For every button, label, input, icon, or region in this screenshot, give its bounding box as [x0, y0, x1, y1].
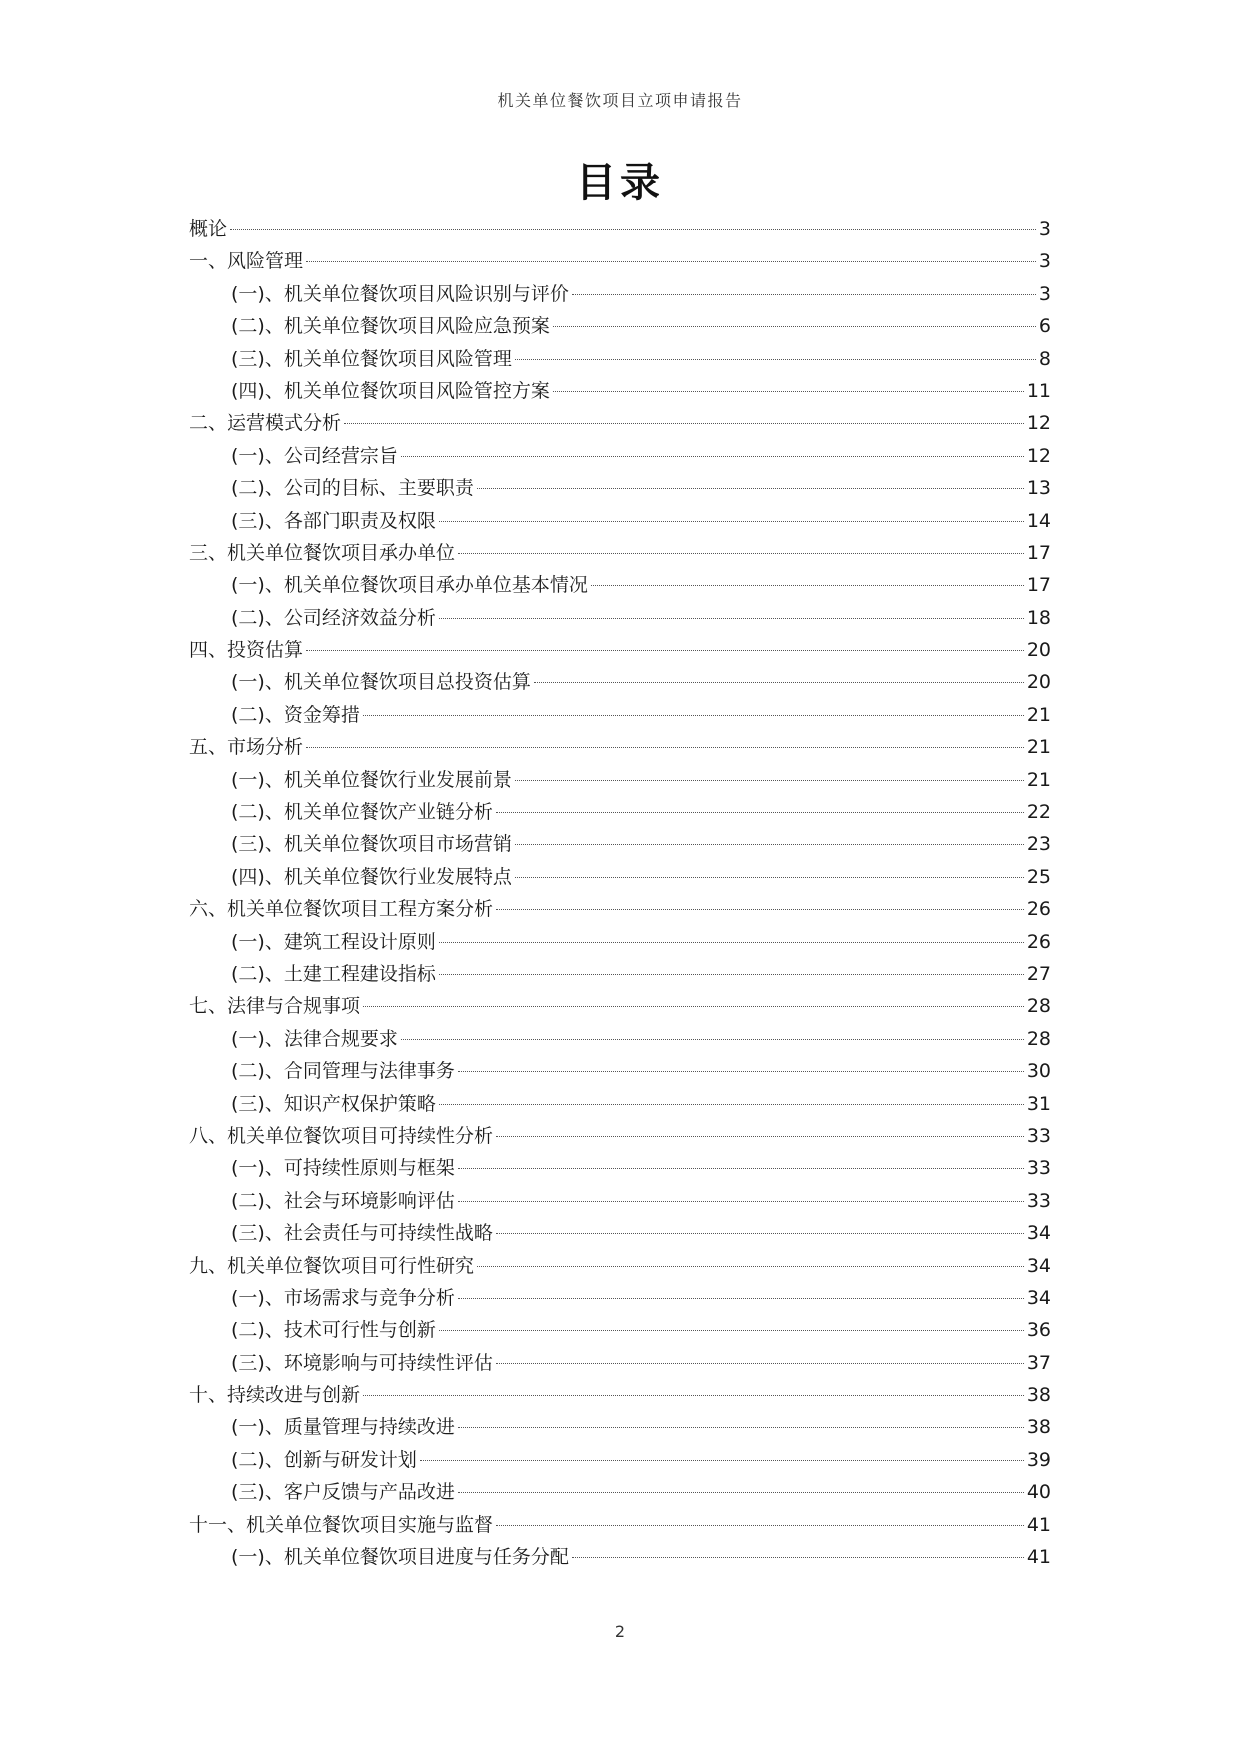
toc-chapter-entry[interactable]	[189, 537, 1051, 569]
toc-entry-label: (二)、土建工程建设指标	[231, 962, 436, 985]
toc-section-entry[interactable]	[189, 1347, 1051, 1379]
toc-title: 目录	[576, 160, 664, 206]
toc-entry-page-number: 20	[1026, 639, 1051, 662]
toc-dot-leader	[572, 1557, 1024, 1558]
running-header: 机关单位餐饮项目立项申请报告	[497, 91, 743, 110]
toc-entry-page-number: 33	[1026, 1124, 1051, 1147]
toc-entry-page-number: 38	[1026, 1416, 1051, 1439]
toc-entry-page-number: 28	[1026, 1027, 1051, 1050]
toc-entry-page-number: 14	[1026, 509, 1051, 532]
toc-entry-page-number: 33	[1026, 1189, 1051, 1212]
toc-entry-page-number: 30	[1026, 1060, 1051, 1083]
toc-section-entry[interactable]	[189, 1152, 1051, 1184]
toc-dot-leader	[439, 942, 1024, 943]
toc-entry-label: 六、机关单位餐饮项目工程方案分析	[189, 898, 494, 921]
toc-entry-label: 五、市场分析	[189, 736, 304, 759]
toc-entry-page-number: 25	[1026, 865, 1051, 888]
toc-entry-page-number: 26	[1026, 930, 1051, 953]
toc-dot-leader	[439, 1104, 1024, 1105]
toc-entry-page-number: 3	[1038, 218, 1051, 240]
toc-entry-label: (一)、公司经营宗旨	[231, 444, 398, 467]
toc-section-entry[interactable]	[189, 1314, 1051, 1346]
toc-entry-page-number: 31	[1026, 1092, 1051, 1115]
toc-entry-page-number: 21	[1026, 703, 1051, 726]
toc-entry-page-number: 3	[1038, 250, 1051, 273]
toc-dot-leader	[496, 1525, 1024, 1526]
toc-entry-page-number: 21	[1026, 736, 1051, 759]
toc-entry-page-number: 11	[1026, 379, 1051, 402]
toc-entry-page-number: 13	[1026, 477, 1051, 500]
toc-chapter-entry[interactable]	[189, 1509, 1051, 1541]
toc-entry-label: (一)、机关单位餐饮项目进度与任务分配	[231, 1546, 569, 1569]
toc-entry-label: (三)、社会责任与可持续性战略	[231, 1222, 493, 1245]
toc-section-entry[interactable]	[189, 1444, 1051, 1476]
toc-entry-page-number: 23	[1026, 833, 1051, 856]
toc-entry-label: 二、运营模式分析	[189, 412, 342, 435]
toc-section-entry[interactable]	[189, 1541, 1051, 1573]
toc-dot-leader	[515, 780, 1024, 781]
toc-dot-leader	[306, 650, 1024, 651]
toc-section-entry[interactable]	[189, 505, 1051, 537]
toc-entry-page-number: 40	[1026, 1481, 1051, 1504]
toc-entry-page-number: 27	[1026, 962, 1051, 985]
toc-entry-page-number: 12	[1026, 444, 1051, 467]
toc-entry-label: (三)、机关单位餐饮项目市场营销	[231, 833, 512, 856]
toc-section-entry[interactable]	[189, 569, 1051, 601]
toc-entry-page-number: 41	[1026, 1513, 1051, 1536]
toc-entry-label: (三)、知识产权保护策略	[231, 1092, 436, 1115]
toc-dot-leader	[477, 1266, 1024, 1267]
toc-entry-label: (二)、资金筹措	[231, 703, 360, 726]
toc-dot-leader	[553, 326, 1036, 327]
toc-dot-leader	[344, 423, 1024, 424]
toc-section-entry[interactable]	[189, 472, 1051, 504]
toc-entry-page-number: 8	[1038, 347, 1051, 370]
toc-dot-leader	[439, 1330, 1024, 1331]
toc-entry-label: (二)、技术可行性与创新	[231, 1319, 436, 1342]
toc-section-entry[interactable]	[189, 343, 1051, 375]
toc-entry-label: (二)、创新与研发计划	[231, 1448, 417, 1471]
toc-dot-leader	[496, 1136, 1024, 1137]
toc-entry-page-number: 33	[1026, 1157, 1051, 1180]
toc-section-entry[interactable]	[189, 1476, 1051, 1508]
toc-section-entry[interactable]	[189, 764, 1051, 796]
toc-section-entry[interactable]	[189, 278, 1051, 310]
toc-entry-label: (一)、机关单位餐饮行业发展前景	[231, 768, 512, 791]
toc-chapter-entry[interactable]	[189, 245, 1051, 277]
toc-chapter-entry[interactable]	[189, 731, 1051, 763]
toc-dot-leader	[515, 877, 1024, 878]
toc-entry-label: 十一、机关单位餐饮项目实施与监督	[189, 1513, 494, 1536]
toc-chapter-entry[interactable]	[189, 1250, 1051, 1282]
toc-chapter-entry[interactable]	[189, 634, 1051, 666]
toc-dot-leader	[458, 553, 1024, 554]
toc-dot-leader	[553, 391, 1024, 392]
toc-entry-label: (二)、机关单位餐饮项目风险应急预案	[231, 315, 550, 338]
toc-section-entry[interactable]	[189, 1282, 1051, 1314]
toc-entry-label: (一)、建筑工程设计原则	[231, 930, 436, 953]
toc-dot-leader	[534, 682, 1024, 683]
toc-entry-label: 一、风险管理	[189, 250, 304, 273]
toc-dot-leader	[306, 747, 1024, 748]
toc-entry-label: (三)、客户反馈与产品改进	[231, 1481, 455, 1504]
toc-dot-leader	[496, 909, 1024, 910]
toc-entry-label: (一)、可持续性原则与框架	[231, 1157, 455, 1180]
toc-dot-leader	[496, 1233, 1024, 1234]
toc-dot-leader	[458, 1427, 1024, 1428]
toc-entry-label: 概论	[189, 218, 228, 240]
toc-dot-leader	[496, 1363, 1024, 1364]
toc-entry-label: 三、机关单位餐饮项目承办单位	[189, 541, 456, 564]
toc-section-entry[interactable]	[189, 828, 1051, 860]
toc-entry-page-number: 38	[1026, 1384, 1051, 1407]
toc-entry-page-number: 34	[1026, 1286, 1051, 1309]
toc-entry-label: (一)、市场需求与竞争分析	[231, 1286, 455, 1309]
toc-entry-page-number: 41	[1026, 1546, 1051, 1569]
toc-entry-label: (一)、法律合规要求	[231, 1027, 398, 1050]
toc-entry-page-number: 17	[1026, 574, 1051, 597]
toc-entry-label: (二)、公司的目标、主要职责	[231, 477, 474, 500]
toc-dot-leader	[306, 261, 1036, 262]
toc-dot-leader	[458, 1492, 1024, 1493]
toc-entry-label: (二)、机关单位餐饮产业链分析	[231, 801, 493, 824]
toc-entry-label: (三)、环境影响与可持续性评估	[231, 1351, 493, 1374]
toc-entry-page-number: 21	[1026, 768, 1051, 791]
toc-entry-page-number: 26	[1026, 898, 1051, 921]
table-of-contents	[189, 213, 1051, 1573]
toc-dot-leader	[458, 1168, 1024, 1169]
toc-section-entry[interactable]	[189, 796, 1051, 828]
toc-section-entry[interactable]	[189, 375, 1051, 407]
toc-dot-leader	[401, 1039, 1024, 1040]
toc-entry-page-number: 39	[1026, 1448, 1051, 1471]
toc-entry-page-number: 6	[1038, 315, 1051, 338]
toc-chapter-entry[interactable]	[189, 990, 1051, 1022]
toc-section-entry[interactable]	[189, 1055, 1051, 1087]
toc-dot-leader	[458, 1071, 1024, 1072]
toc-section-entry[interactable]	[189, 699, 1051, 731]
toc-section-entry[interactable]	[189, 1217, 1051, 1249]
toc-dot-leader	[401, 456, 1024, 457]
toc-entry-page-number: 22	[1026, 801, 1051, 824]
toc-section-entry[interactable]	[189, 1411, 1051, 1443]
toc-dot-leader	[458, 1298, 1024, 1299]
toc-dot-leader	[515, 359, 1036, 360]
toc-entry-page-number: 20	[1026, 671, 1051, 694]
page-number: 2	[614, 1622, 626, 1641]
toc-section-entry[interactable]	[189, 958, 1051, 990]
toc-entry-page-number: 18	[1026, 606, 1051, 629]
toc-section-entry[interactable]	[189, 666, 1051, 698]
toc-section-entry[interactable]	[189, 440, 1051, 472]
toc-dot-leader	[363, 715, 1024, 716]
toc-chapter-entry[interactable]	[189, 1120, 1051, 1152]
toc-section-entry[interactable]	[189, 602, 1051, 634]
toc-chapter-entry[interactable]	[189, 213, 1051, 245]
toc-dot-leader	[477, 488, 1024, 489]
toc-entry-label: (一)、机关单位餐饮项目总投资估算	[231, 671, 531, 694]
toc-entry-page-number: 37	[1026, 1351, 1051, 1374]
toc-dot-leader	[230, 229, 1036, 230]
toc-dot-leader	[496, 812, 1024, 813]
toc-entry-label: (三)、各部门职责及权限	[231, 509, 436, 532]
toc-entry-label: (二)、合同管理与法律事务	[231, 1060, 455, 1083]
toc-entry-page-number: 3	[1038, 282, 1051, 305]
toc-section-entry[interactable]	[189, 1023, 1051, 1055]
toc-entry-page-number: 12	[1026, 412, 1051, 435]
toc-entry-label: 十、持续改进与创新	[189, 1384, 361, 1407]
toc-section-entry[interactable]	[189, 310, 1051, 342]
toc-entry-label: (二)、社会与环境影响评估	[231, 1189, 455, 1212]
toc-dot-leader	[420, 1460, 1024, 1461]
toc-dot-leader	[515, 844, 1024, 845]
toc-section-entry[interactable]	[189, 1088, 1051, 1120]
toc-entry-label: (一)、机关单位餐饮项目风险识别与评价	[231, 282, 569, 305]
toc-entry-page-number: 36	[1026, 1319, 1051, 1342]
toc-entry-label: (一)、机关单位餐饮项目承办单位基本情况	[231, 574, 588, 597]
toc-entry-label: (四)、机关单位餐饮行业发展特点	[231, 865, 512, 888]
toc-entry-label: 七、法律与合规事项	[189, 995, 361, 1018]
toc-dot-leader	[439, 618, 1024, 619]
toc-chapter-entry[interactable]	[189, 1379, 1051, 1411]
toc-dot-leader	[363, 1395, 1024, 1396]
toc-section-entry[interactable]	[189, 861, 1051, 893]
toc-section-entry[interactable]	[189, 926, 1051, 958]
toc-dot-leader	[572, 294, 1036, 295]
toc-entry-label: (二)、公司经济效益分析	[231, 606, 436, 629]
toc-section-entry[interactable]	[189, 1185, 1051, 1217]
toc-entry-label: (一)、质量管理与持续改进	[231, 1416, 455, 1439]
toc-dot-leader	[439, 974, 1024, 975]
toc-dot-leader	[458, 1201, 1024, 1202]
toc-dot-leader	[363, 1006, 1024, 1007]
toc-entry-page-number: 28	[1026, 995, 1051, 1018]
toc-chapter-entry[interactable]	[189, 407, 1051, 439]
toc-entry-label: 四、投资估算	[189, 639, 304, 662]
toc-entry-page-number: 34	[1026, 1254, 1051, 1277]
toc-entry-label: 八、机关单位餐饮项目可持续性分析	[189, 1124, 494, 1147]
toc-chapter-entry[interactable]	[189, 893, 1051, 925]
toc-entry-page-number: 34	[1026, 1222, 1051, 1245]
toc-entry-page-number: 17	[1026, 541, 1051, 564]
toc-entry-label: (四)、机关单位餐饮项目风险管控方案	[231, 379, 550, 402]
toc-entry-label: (三)、机关单位餐饮项目风险管理	[231, 347, 512, 370]
toc-entry-label: 九、机关单位餐饮项目可行性研究	[189, 1254, 475, 1277]
toc-dot-leader	[591, 585, 1024, 586]
toc-dot-leader	[439, 521, 1024, 522]
